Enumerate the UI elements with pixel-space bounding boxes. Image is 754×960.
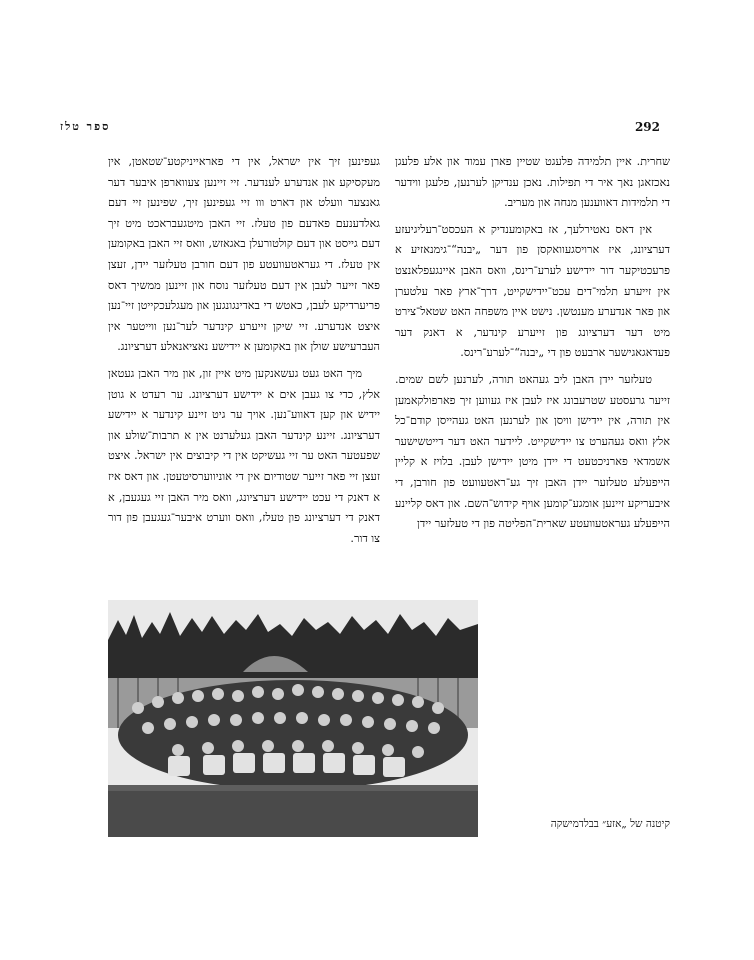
group-photo-illustration [108, 600, 478, 837]
paragraph: טעלזער יידן האבן ליב געהאט תורה, לערנען לשם שמים. זייער גרעסטע שטרעבונג איז לעבן איז געווען זיך פארפולקאמען אין תורה, אין יידישן וויסן און לערנען האט געהייסן קודם־כל אלץ וואס געהערט צו יידישקייט. ליידער האט דער דייטשישער אשמדאי פארניכטעט די יידן מיטן יידישן לעבן. בלויז א קליין הייפעלע טעלזער יידן האבן זיך גע־ראטעוועט פון חורבן, די איבעריקע זיינען אומגע־קומען אויף קידוש־השם. און דאס קליינע הייפעלע געראטעוועטע שארית־הפליטה פון די טעלזער יידן [395, 372, 670, 531]
text-column-right [395, 152, 670, 541]
paragraph: אין דאס נאטירלעך, אז באקומענדיק א העכסט־רעליגיעזע דערציונג, איז ארויסגעוואקסן פון דער „יבנה“־גימנאזיע א פרעכטיקער דור יידישע לערע־רינס, וואס האבן איינגעפלאנצט אין זייערע תלמי־דים עכט־יידישקייט, דרך־ארץ פאר עלטערן און פאר אנדערע מענטשן. נישט איין משפחה האט שטאל־צירט מיט דער דערציונג פון זייערע קינדער, א דאנק דער פעדאגאגישער ארבעט פון די „יבנה“־לערע־רינס. [395, 222, 670, 360]
paragraph: מיך האט געט געשאנקען מיט איין זון, און מיר האבן געטאן אלץ, כדי צו געבן אים א יידישע דערציונג. ער רעדט א גוטן יידיש און קען דאווע־נען. אויך ער גיט זיינע קינדער א יידישע דערציונג. זיינע קינדער האבן געלערנט אין א תרבות־שולע און שפעטער האט ער זיי געשיקט אין די קיבוצים אין ישראל. איצט זעצן זיי פאר זייער שטודיום אין די אוניווערסיטעטן. און דאס איז א דאנק די עכט יידישע דערציונג, וואס מיר האבן זיי געגעבן, א דאנק די דערציונג פון טעלז, וואס ווערט איבער־געגעבן פון דור צו דור. [108, 366, 380, 545]
photo-caption: קיטנה של „אזע״ בבלדמישקה [550, 818, 670, 830]
text-column-left [108, 152, 380, 555]
paragraph: שחרית. איין תלמידה פלעגט שטיין פארן עמוד און אלע פלעגן נאכזאגן נאך איר די תפילות. נאכן ענדיקן לערנען, פלעגן ווידער די תלמידות דאווענען מנחה און מעריב. [395, 155, 670, 210]
page-number: 292 [634, 120, 660, 134]
running-header-title: ספר טלז [60, 120, 111, 133]
paragraph: געפינען זיך אין ישראל, אין די פאראייניקטע־שטאטן, אין מעקסיקע און אנדערע לענדער. זיי זיינען צעווארפן איבער דער גאנצער וועלט און דארט ווו זיי געפינען זיך, שפינען זיי דעם גאלדענעם פאדעם פון טעלז. זיי האבן מיטגעבראכט מיט זיך דעם גייסט און דעם קולטורעלן באגאזש, וואס זיי האבן באקומען אין טעלז. די געראטעוועטע פון דעם חורבן טעלזער יידן, זעצן פאר זייער לעבן אין דעם טעלזער נוסח און זיינען ממשיך דאס פריערדיקע לעבן, כאטש די באדינגונגען און מעגלעכקייטן זיי־נען איצט אנדערע. זיי שיקן זייערע קינדער לער־נען ווייטער אין העברעישע שולן און באקומען א יידישע נאציאנאלע דערציונג. [108, 155, 380, 354]
group-photo [108, 600, 478, 837]
